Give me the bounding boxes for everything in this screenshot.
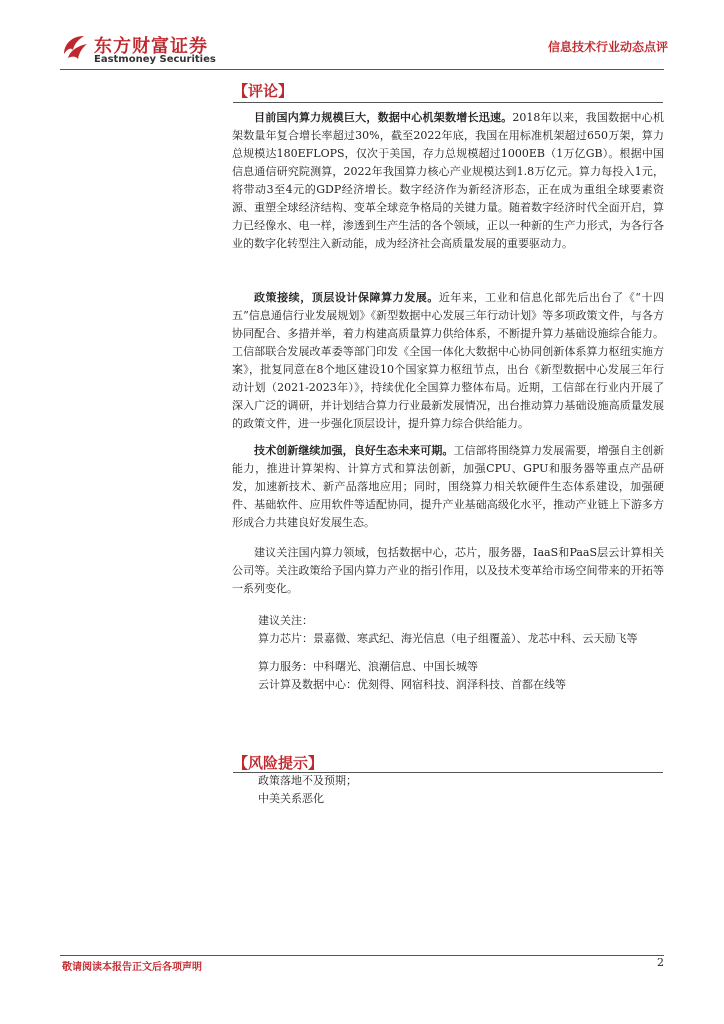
paragraph-lead: 政策接续，顶层设计保障算力发展。	[254, 291, 439, 304]
recommend-cloud: 云计算及数据中心：优刻得、网宿科技、润泽科技、首都在线等	[258, 678, 566, 691]
logo-english-name: Eastmoney Securities	[94, 54, 216, 65]
recommend-services: 算力服务：中科曙光、浪潮信息、中国长城等	[258, 660, 478, 673]
comment-section-underline	[233, 102, 663, 103]
eastmoney-logo-icon	[60, 32, 90, 62]
paragraph-lead: 技术创新继续加强，良好生态未来可期。	[254, 444, 454, 457]
paragraph-lead: 目前国内算力规模巨大，数据中心机架数增长迅速。	[254, 111, 513, 124]
paragraph-policy	[232, 289, 664, 433]
footer-disclaimer: 敬请阅读本报告正文后各项声明	[62, 962, 202, 973]
risk-section-title: 【风险提示】	[233, 754, 324, 772]
paragraph-body: 工信部将围绕算力发展需要，增强自主创新能力，推进计算架构、计算方式和算法创新，加强CPU、GPU和服务器等重点产品研发，加速新技术、新产品落地应用；同时，围绕算力相关软硬件生态体系建设，加强硬件、基础软件、应用软件等适配协同，提升产业基础高级化水平，推动产业链上下游多方形成合力共建良好发展生态。	[232, 444, 664, 529]
footer-divider	[60, 955, 664, 956]
logo-chinese-name: 东方财富证券	[94, 36, 208, 57]
page-number: 2	[657, 956, 664, 969]
paragraph-computing-scale	[232, 109, 664, 253]
report-type-label: 信息技术行业动态点评	[547, 40, 668, 54]
risk-item: 政策落地不及预期；	[258, 774, 357, 787]
header-divider	[60, 69, 664, 70]
recommend-chips: 算力芯片：景嘉微、寒武纪、海光信息（电子组覆盖）、龙芯中科、云天励飞等	[258, 632, 638, 645]
recommend-title: 建议关注：	[258, 614, 313, 627]
risk-item: 中美关系恶化	[258, 792, 324, 805]
paragraph-body: 2018年以来，我国数据中心机架数量年复合增长率超过30%，截至2022年底，我国在用标准机架超过650万架，算力总规模达180EFLOPS，仅次于美国，存力总规模超过1000EB（1万亿GB）。根据中国信息通信研究院测算，2022年我国算力核心产业规模达到1.8万亿元。算力每投入1元，将带动3至4元的GDP经济增长。数字经济作为新经济形态，正在成为重组全球要素资源、重塑全球经济结构、变革全球竞争格局的关键力量。随着数字经济时代全面开启，算力已经像水、电一样，渗透到生产生活的各个领域，正以一种新的生产力形式，为各行各业的数字化转型注入新动能，成为经济社会高质量发展的重要驱动力。	[232, 111, 665, 250]
paragraph-body: 建议关注国内算力领域，包括数据中心，芯片，服务器，IaaS和PaaS层云计算相关公司等。关注政策给予国内算力产业的指引作用，以及技术变革给市场空间带来的开拓等一系列变化。	[232, 546, 664, 595]
page-header	[60, 30, 668, 70]
paragraph-suggestion	[232, 544, 664, 598]
comment-section-title: 【评论】	[233, 82, 294, 100]
paragraph-body: 近年来，工业和信息化部先后出台了《“十四五”信息通信行业发展规划》《新型数据中心发展三年行动计划》等多项政策文件，与各方协同配合、多措并举，着力构建高质量算力供给体系，不断提升算力基础设施综合能力。工信部联合发展改革委等部门印发《全国一体化大数据中心协同创新体系算力枢纽实施方案》，批复同意在8个地区建设10个国家算力枢纽节点，出台《新型数据中心发展三年行动计划（2021-2023年）》，持续优化全国算力整体布局。近期，工信部在行业内开展了深入广泛的调研，并计划结合算力行业最新发展情况，出台推动算力基础设施高质量发展的政策文件，进一步强化顶层设计，提升算力综合供给能力。	[232, 291, 664, 430]
paragraph-innovation	[232, 442, 664, 532]
